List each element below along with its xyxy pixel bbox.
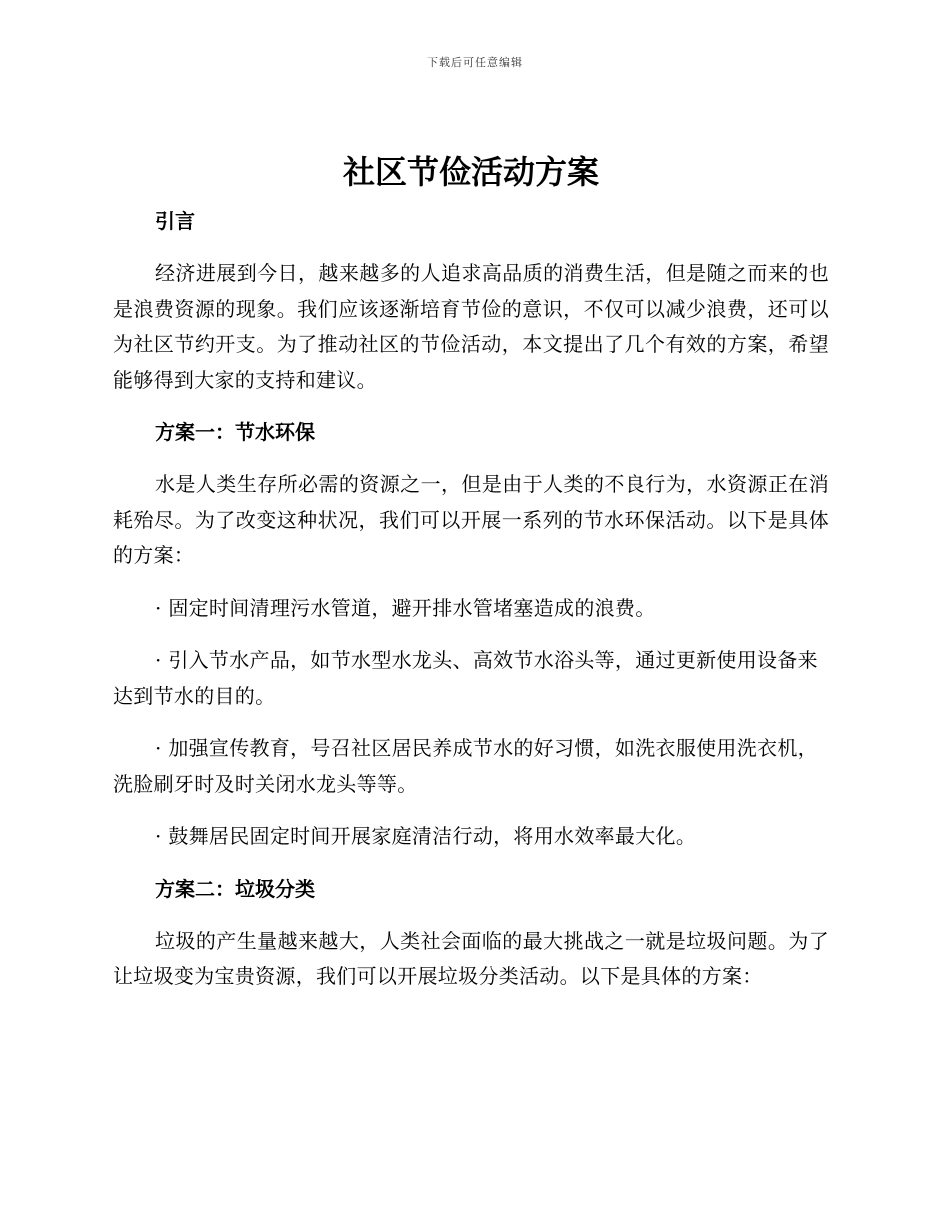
plan1-paragraph: 水是人类生存所必需的资源之一，但是由于人类的不良行为，水资源正在消耗殆尽。为了改变这种状况，我们可以开展一系列的节水环保活动。以下是具体的方案： xyxy=(113,472,829,567)
intro-paragraph: 经济进展到今日，越来越多的人追求高品质的消费生活，但是随之而来的也是浪费资源的现象。我们应该逐渐培育节俭的意识，不仅可以减少浪费，还可以为社区节约开支。为了推动社区的节俭活动，本文提出了几个有效的方案，希望能够得到大家的支持和建议。 xyxy=(113,261,829,392)
plan1-heading: 方案一：节水环保 xyxy=(155,420,315,444)
plan2-heading: 方案二：垃圾分类 xyxy=(155,876,315,901)
plan1-item: · 鼓舞居民固定时间开展家庭清洁行动，将用水效率最大化。 xyxy=(155,824,697,848)
document-body xyxy=(113,150,829,1012)
document-title: 社区节俭活动方案 xyxy=(342,153,599,191)
plan1-item: · 加强宣传教育，号召社区居民养成节水的好习惯，如洗衣服使用洗衣机，洗脸刷牙时及时关闭水龙头等等。 xyxy=(113,736,818,796)
header-note: 下载后可任意编辑 xyxy=(427,56,523,69)
plan1-item: · 固定时间清理污水管道，避开排水管堵塞造成的浪费。 xyxy=(155,595,656,620)
plan2-paragraph: 垃圾的产生量越来越大，人类社会面临的最大挑战之一就是垃圾问题。为了让垃圾变为宝贵资源，我们可以开展垃圾分类活动。以下是具体的方案： xyxy=(113,928,829,988)
intro-heading: 引言 xyxy=(155,209,195,233)
plan1-item: · 引入节水产品，如节水型水龙头、高效节水浴头等，通过更新使用设备来达到节水的目的。 xyxy=(113,648,818,708)
